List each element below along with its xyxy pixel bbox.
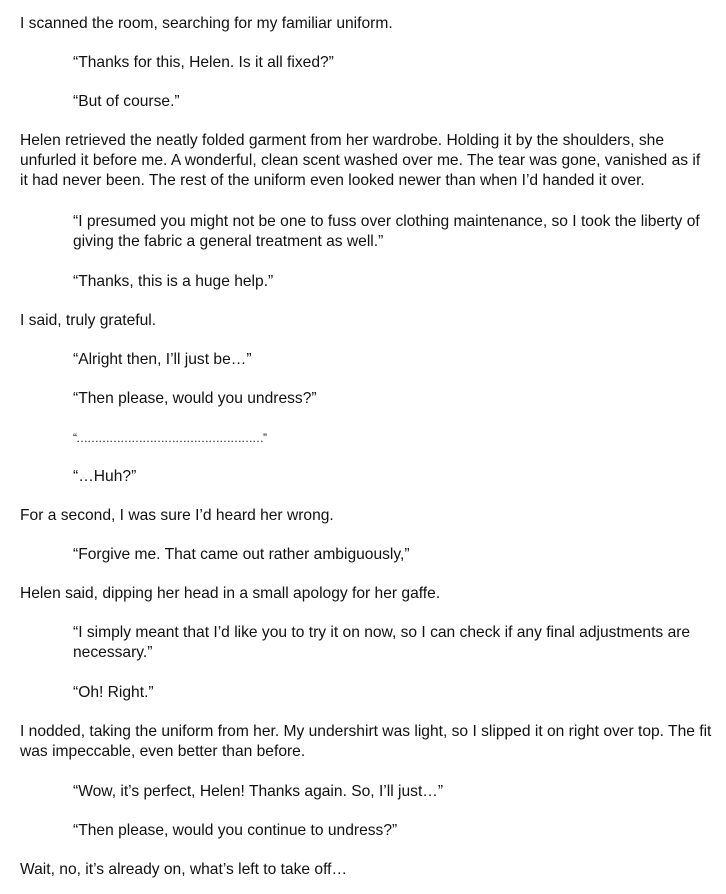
dialogue-paragraph: “…Huh?” <box>73 468 137 485</box>
dialogue-paragraph: “I presumed you might not be one to fuss over clothing maintenance, so I took the liberty of giving the fabric a general treatment as well.” <box>73 213 700 250</box>
narration-paragraph: I scanned the room, searching for my familiar uniform. <box>20 15 393 32</box>
dialogue-paragraph: “……………………………………………” <box>73 431 266 445</box>
dialogue-paragraph: “Forgive me. That came out rather ambiguously,” <box>73 546 410 563</box>
dialogue-paragraph: “Wow, it’s perfect, Helen! Thanks again. So, I’ll just…” <box>73 783 444 800</box>
dialogue-paragraph: “Oh! Right.” <box>73 684 154 701</box>
dialogue-paragraph: “I simply meant that I’d like you to try it on now, so I can check if any final adjustments are necessary.” <box>73 624 691 661</box>
dialogue-paragraph: “Thanks, this is a huge help.” <box>73 273 274 290</box>
dialogue-paragraph: “Thanks for this, Helen. Is it all fixed?” <box>73 54 334 71</box>
narration-paragraph: Helen retrieved the neatly folded garment from her wardrobe. Holding it by the shoulders, she unfurled it before me. A wonderful, clean scent washed over me. The tear was gone, vanished as if it had never been. The rest of the uniform even looked newer than when I’d handed it over. <box>20 132 701 189</box>
dialogue-paragraph: “Then please, would you undress?” <box>73 390 317 407</box>
narration-paragraph: I nodded, taking the uniform from her. My undershirt was light, so I slipped it on right over top. The fit was impeccable, even better than before. <box>20 723 712 760</box>
dialogue-paragraph: “But of course.” <box>73 93 180 110</box>
narration-paragraph: I said, truly grateful. <box>20 312 157 329</box>
dialogue-paragraph: “Then please, would you continue to undress?” <box>73 822 398 839</box>
narration-paragraph: Helen said, dipping her head in a small apology for her gaffe. <box>20 585 441 602</box>
narration-paragraph: For a second, I was sure I’d heard her wrong. <box>20 507 334 524</box>
dialogue-paragraph: “Alright then, I’ll just be…” <box>73 351 252 368</box>
narration-paragraph: Wait, no, it’s already on, what’s left to take off… <box>20 861 348 878</box>
